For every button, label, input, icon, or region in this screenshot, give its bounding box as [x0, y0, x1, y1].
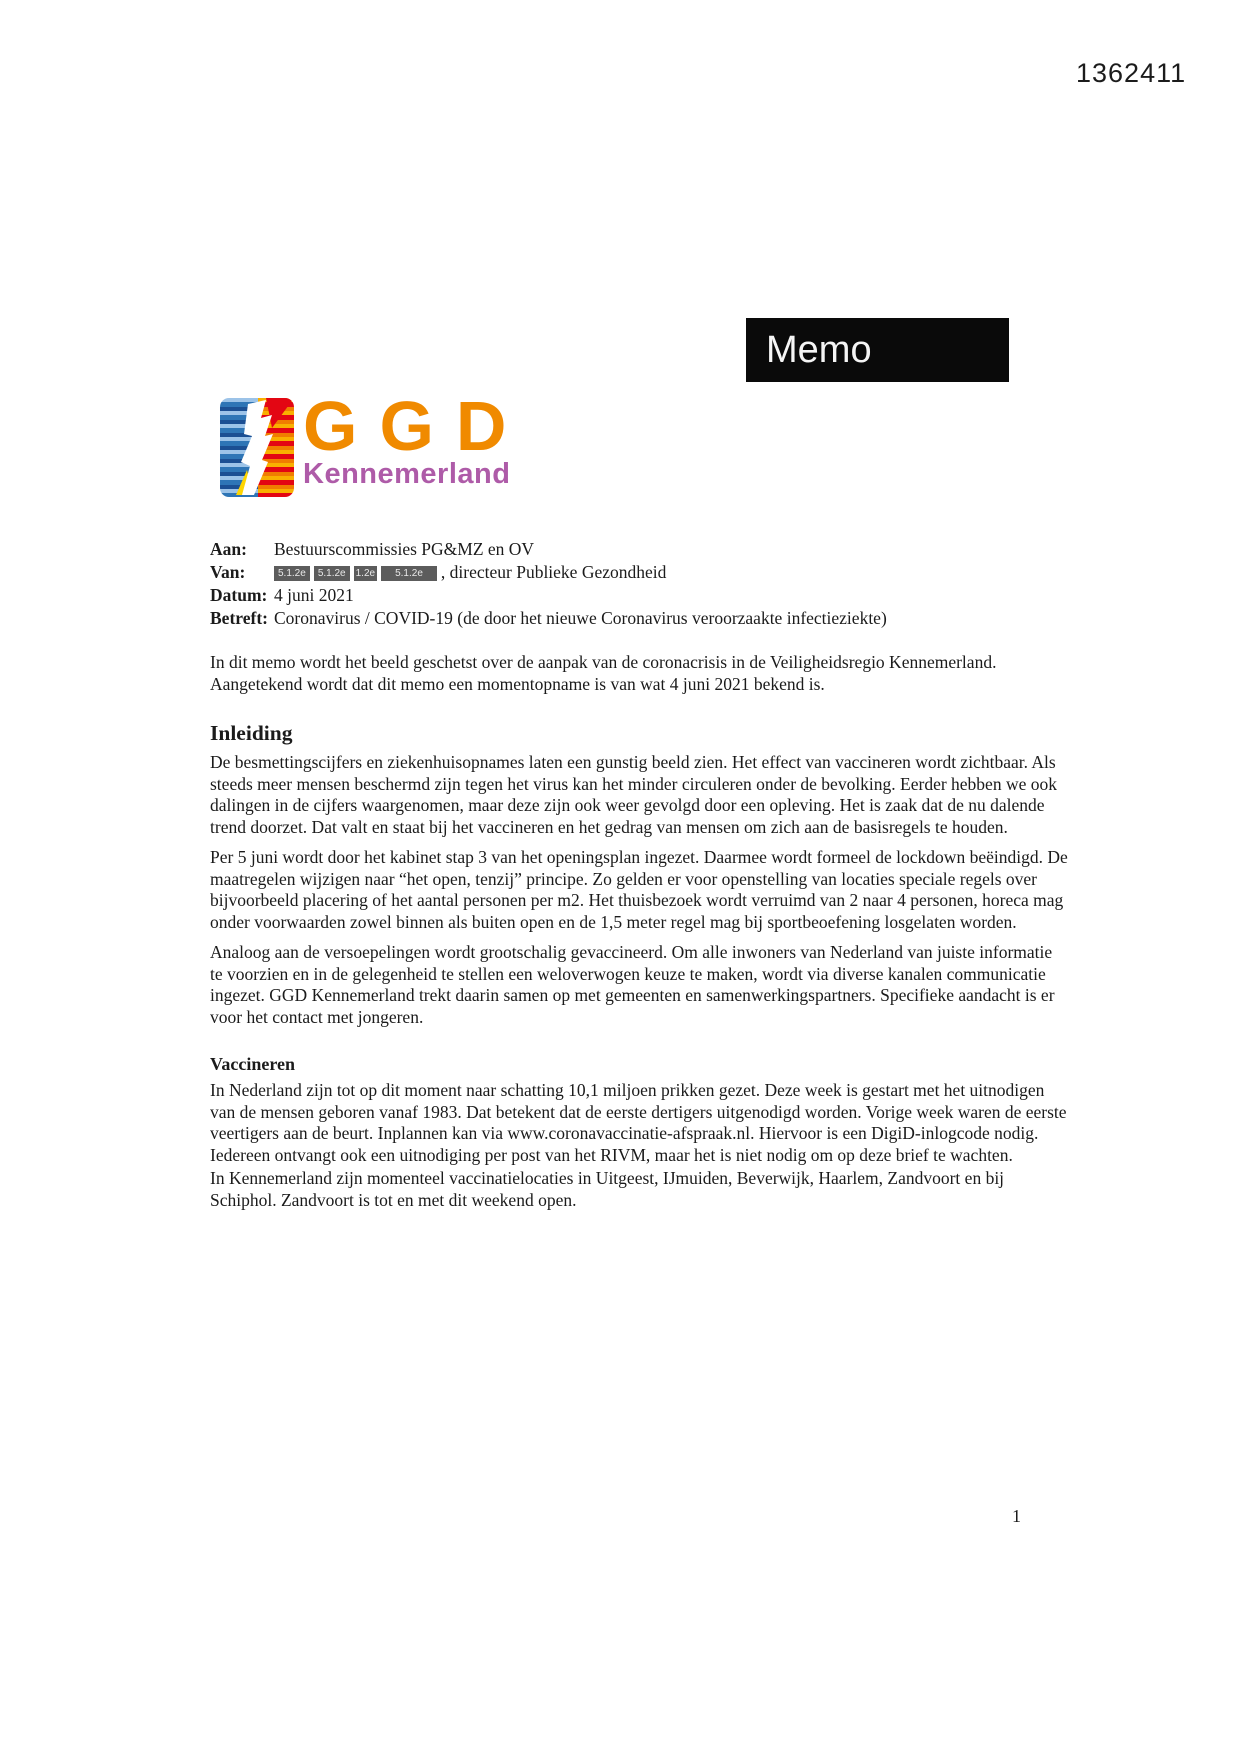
memo-body: [210, 652, 1068, 1211]
intro-paragraph: In dit memo wordt het beeld geschetst over de aanpak van de coronacrisis in de Veiligheidsregio Kennemerland. Aangetekend wordt dat dit memo een momentopname is van wat 4 juni 2021 bekend is.: [210, 652, 997, 694]
logo-region-text: Kennemerland: [303, 458, 511, 490]
logo-brand-text: GGD: [303, 387, 529, 465]
page-number: 1: [1012, 1506, 1021, 1526]
logo-bolt-shape: [220, 398, 294, 497]
ggd-logo: [220, 387, 529, 497]
field-label-datum: Datum:: [210, 585, 268, 605]
vaccineren-paragraph-2: In Kennemerland zijn momenteel vaccinatielocaties in Uitgeest, IJmuiden, Beverwijk, Haarlem, Zandvoort en bij Schiphol. Zandvoort is tot en met dit weekend open.: [210, 1168, 1005, 1210]
field-value-van: [274, 563, 1090, 581]
field-label-van: Van:: [210, 562, 246, 582]
memo-header-fields: [210, 540, 1090, 627]
van-value-text: , directeur Publieke Gezondheid: [440, 562, 667, 582]
field-label-aan: Aan:: [210, 539, 247, 559]
field-value-aan: Bestuurscommissies PG&MZ en OV: [274, 539, 535, 559]
inleiding-paragraph-3: Analoog aan de versoepelingen wordt grootschalig gevaccineerd. Om alle inwoners van Nederland van juiste informatie te voorzien en in de gelegenheid te stellen een weloverwogen keuze te maken, wordt via diverse kanalen communicatie ingezet. GGD Kennemerland trekt daarin samen op met gemeenten en samenwerkingspartners. Specifieke aandacht is er voor het contact met jongeren.: [210, 942, 1055, 1027]
redaction-box: 5.1.2e: [381, 566, 437, 581]
field-label-betreft: Betreft:: [210, 608, 268, 628]
inleiding-paragraph-2: Per 5 juni wordt door het kabinet stap 3 van het openingsplan ingezet. Daarmee wordt formeel de lockdown beëindigd. De maatregelen wijzigen naar “het open, tenzij” principe. Zo gelden er voor openstelling van locaties speciale regels over bijvoorbeeld placering of het aantal personen per m2. Het thuisbezoek wordt verruimd van 2 naar 4 personen, horeca mag onder voorwaarden zowel binnen als buiten open en de 1,5 meter regel mag bij sportbeoefening losgelaten worden.: [210, 847, 1068, 932]
inleiding-paragraph-1: De besmettingscijfers en ziekenhuisopnames laten een gunstig beeld zien. Het effect van vaccineren wordt zichtbaar. Als steeds meer mensen beschermd zijn tegen het virus kan het minder circuleren onder de bevolking. Eerder hebben we ook dalingen in de cijfers waargenomen, maar deze zijn ook weer gevolgd door een opleving. Het is zaak dat de nu dalende trend doorzet. Dat valt en staat bij het vaccineren en het gedrag van mensen om zich aan de basisregels te houden.: [210, 752, 1057, 837]
memo-banner: [746, 318, 1009, 382]
logo-text: [303, 387, 529, 497]
redaction-box: 1.2e: [355, 568, 376, 579]
document-stamp-number: 1362411: [1076, 58, 1187, 88]
section-heading-vaccineren: Vaccineren: [210, 1054, 295, 1074]
field-value-datum: 4 juni 2021: [274, 585, 354, 605]
memo-banner-label: Memo: [766, 328, 872, 371]
vaccineren-paragraph-1: In Nederland zijn tot op dit moment naar schatting 10,1 miljoen prikken gezet. Deze week is gestart met het uitnodigen van de mensen geboren vanaf 1983. Dat betekent dat de eerste dertigers uitgenodigd worden. Vorige week waren de eerste veertigers aan de beurt. Inplannen kan via www.coronavaccinatie-afspraak.nl. Hiervoor is een DigiD-inlogcode nodig. Iedereen ontvangt ook een uitnodiging per post van het RIVM, maar het is niet nodig om op deze brief te wachten.: [210, 1080, 1067, 1165]
section-heading-inleiding: Inleiding: [210, 721, 293, 745]
redaction-box: 5.1.2e: [274, 566, 310, 581]
redaction-box: 5.1.2e: [314, 566, 350, 581]
ggd-logo-icon: [220, 398, 294, 497]
field-value-betreft: Coronavirus / COVID-19 (de door het nieuwe Coronavirus veroorzaakte infectieziekte): [274, 608, 887, 628]
